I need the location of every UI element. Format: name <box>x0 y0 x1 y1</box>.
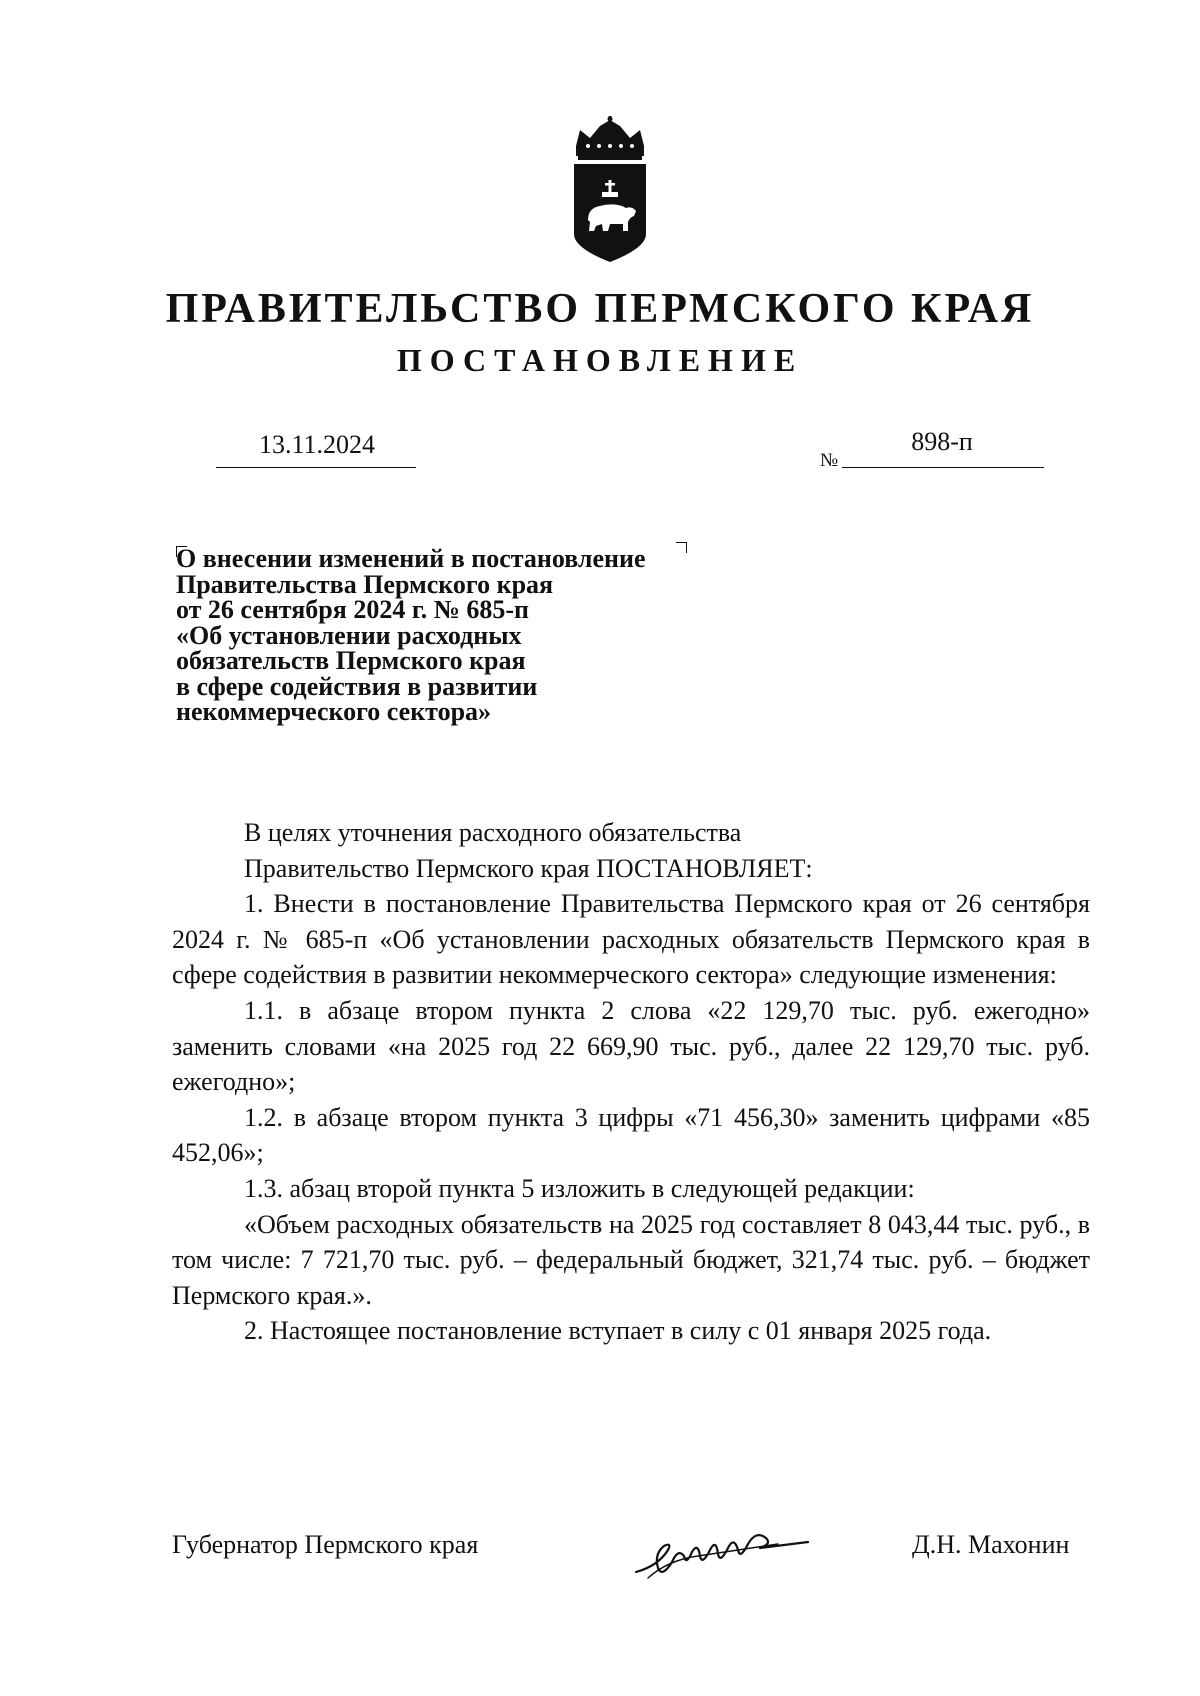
body-paragraph: В целях уточнения расходного обязательства <box>244 818 742 847</box>
body-paragraph: Правительство Пермского края ПОСТАНОВЛЯЕТ: <box>244 853 813 883</box>
subject-line: некоммерческого сектора» <box>176 697 492 726</box>
body-paragraph: 1. Внести в постановление Правительства Пермского края от 26 сентября 2024 г. № 685-п «Об установлении расходных обязательств Пермского края в сфере содействия в развитии некоммерческого сектора» следующие изменения: <box>172 889 1090 990</box>
organization-title: ПРАВИТЕЛЬСТВО ПЕРМСКОГО КРАЯ <box>165 286 1035 332</box>
number-underline <box>842 467 1044 468</box>
body-paragraph: 1.1. в абзаце втором пункта 2 слова «22 129,70 тыс. руб. ежегодно» заменить словами «на 2025 год 22 669,90 тыс. руб., далее 22 129,70 тыс. руб. ежегодно»; <box>172 995 1090 1097</box>
subject-line: «Об установлении расходных <box>176 620 522 650</box>
subject-line: от 26 сентября 2024 г. № 685-п <box>176 595 529 624</box>
document-body <box>172 815 1090 1349</box>
body-paragraph: «Объем расходных обязательств на 2025 год составляет 8 043,44 тыс. руб., в том числе: 7 721,70 тыс. руб. – федеральный бюджет, 321,74 тыс. руб. – бюджет Пермского края.». <box>172 1209 1090 1310</box>
body-paragraph: 2. Настоящее постановление вступает в силу с 01 января 2025 года. <box>244 1316 992 1346</box>
body-paragraph: 1.2. в абзаце втором пункта 3 цифры «71 456,30» заменить цифрами «85 452,06»; <box>172 1102 1090 1168</box>
signatory-name: Д.Н. Махонин <box>912 1530 1070 1559</box>
signatory-title: Губернатор Пермского края <box>172 1530 479 1559</box>
subject-line: в сфере содействия в развитии <box>176 671 538 701</box>
document-type: ПОСТАНОВЛЕНИЕ <box>396 342 804 378</box>
document-number: 898-п <box>911 427 973 456</box>
coat-of-arms-icon <box>566 116 654 266</box>
subject-line: О внесении изменений в постановление <box>176 544 646 573</box>
number-sign: № <box>820 450 839 471</box>
body-paragraph: 1.3. абзац второй пункта 5 изложить в следующей редакции: <box>244 1173 915 1203</box>
subject-line: Правительства Пермского края <box>176 569 554 599</box>
document-subject <box>176 546 716 725</box>
subject-line: обязательств Пермского края <box>176 646 526 675</box>
signature-icon <box>628 1520 828 1590</box>
document-date: 13.11.2024 <box>258 430 376 459</box>
date-underline <box>216 467 416 468</box>
